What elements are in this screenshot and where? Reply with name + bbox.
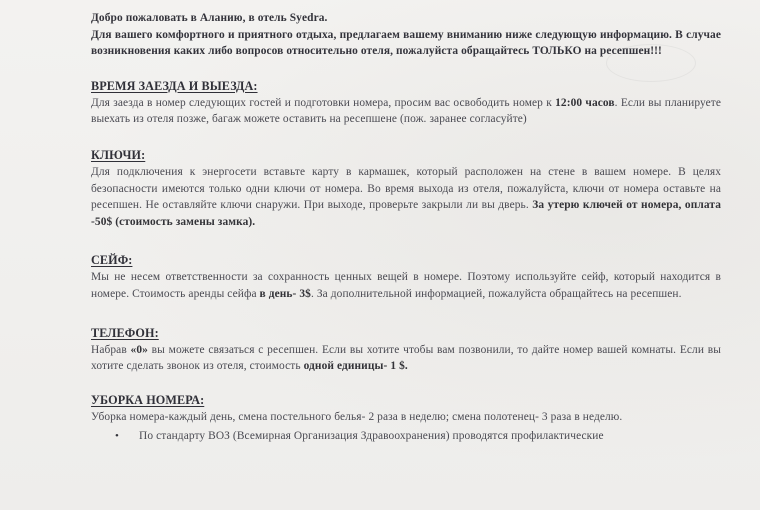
phone-fee-highlight: одной единицы- 1 $. xyxy=(303,360,408,373)
checkin-text-part-2: . Если вы планируете выехать из отеля позже, багаж можете оставить на ресепшене (пож. заранее согласуйте) xyxy=(91,96,722,126)
welcome-line: Добро пожаловать в Аланию, в отель Syedra. xyxy=(91,12,328,24)
safe-text-part-2: . За дополнительной информацией, пожалуйста обращайтесь на ресепшен. xyxy=(310,287,682,300)
phone-dial-highlight: «0» xyxy=(130,343,148,356)
list-item xyxy=(91,428,721,445)
section-title-safe: СЕЙФ: xyxy=(91,253,133,268)
document-body xyxy=(91,10,721,445)
checkin-time-highlight: 12:00 часов xyxy=(555,96,615,109)
section-phone xyxy=(91,325,721,375)
safe-fee-highlight: в день- 3$ xyxy=(259,287,311,300)
section-text-checkin xyxy=(91,95,721,128)
section-title-phone: ТЕЛЕФОН: xyxy=(91,325,159,340)
section-room-cleaning xyxy=(91,392,721,445)
welcome-intro xyxy=(91,10,721,60)
cleaning-bullet-list xyxy=(91,428,721,445)
checkin-text-part-1: Для заезда в номер следующих гостей и подготовки номера, просим вас освободить номер к xyxy=(91,96,556,109)
section-title-keys: КЛЮЧИ: xyxy=(91,147,146,162)
phone-text-part-1: Набрав xyxy=(91,343,131,356)
section-text-phone xyxy=(91,342,721,375)
section-keys xyxy=(91,147,721,230)
safe-text-part-1: Мы не несем ответственности за сохранность ценных вещей в номере. Поэтому используйте сейф, который находится в номере. Стоимость аренды сейфа xyxy=(91,271,721,300)
section-safe xyxy=(91,252,721,302)
keys-fee-highlight: За утерю ключей от номера, оплата -50$ (стоимость замены замка). xyxy=(91,199,722,228)
welcome-notice: Для вашего комфортного и приятного отдыха, предлагаем вашему вниманию ниже следующую информацию. В случае возникновения каких либо вопросов относительно отеля, пожалуйста обращайтесь ТОЛЬКО на ресепшен!!! xyxy=(91,28,721,58)
section-text-safe xyxy=(91,269,721,302)
bullet-text: По стандарту ВОЗ (Всемирная Организация Здравоохранения) проводятся профилактические xyxy=(139,430,604,443)
section-title-cleaning: УБОРКА НОМЕРА: xyxy=(91,392,205,407)
section-text-keys xyxy=(91,164,721,230)
phone-text-part-2: вы можете связаться с ресепшен. Если вы хотите чтобы вам позвонили, то дайте номер вашей комнаты. Если вы хотите сделать звонок из отеля, стоимость xyxy=(91,343,721,373)
section-checkin-checkout xyxy=(91,78,721,128)
section-text-cleaning: Уборка номера-каждый день, смена постельного белья- 2 раза в неделю; смена полотенец- 3 раза в неделю. xyxy=(91,410,623,423)
section-title-checkin: ВРЕМЯ ЗАЕЗДА И ВЫЕЗДА: xyxy=(91,78,258,93)
bullet-marker: • xyxy=(115,430,119,443)
keys-text-part-1: Для подключения к энергосети вставьте карту в кармашек, который расположен на стене в вашем номере. В целях безопасности имеются только одни ключи от номера. Во время выхода из отеля, пожалуйста, ключи от номера оставьте на ресепшен. Не оставляйте ключи снаружи. При выходе, проверьте закрыли ли вы дверь. xyxy=(91,165,721,212)
